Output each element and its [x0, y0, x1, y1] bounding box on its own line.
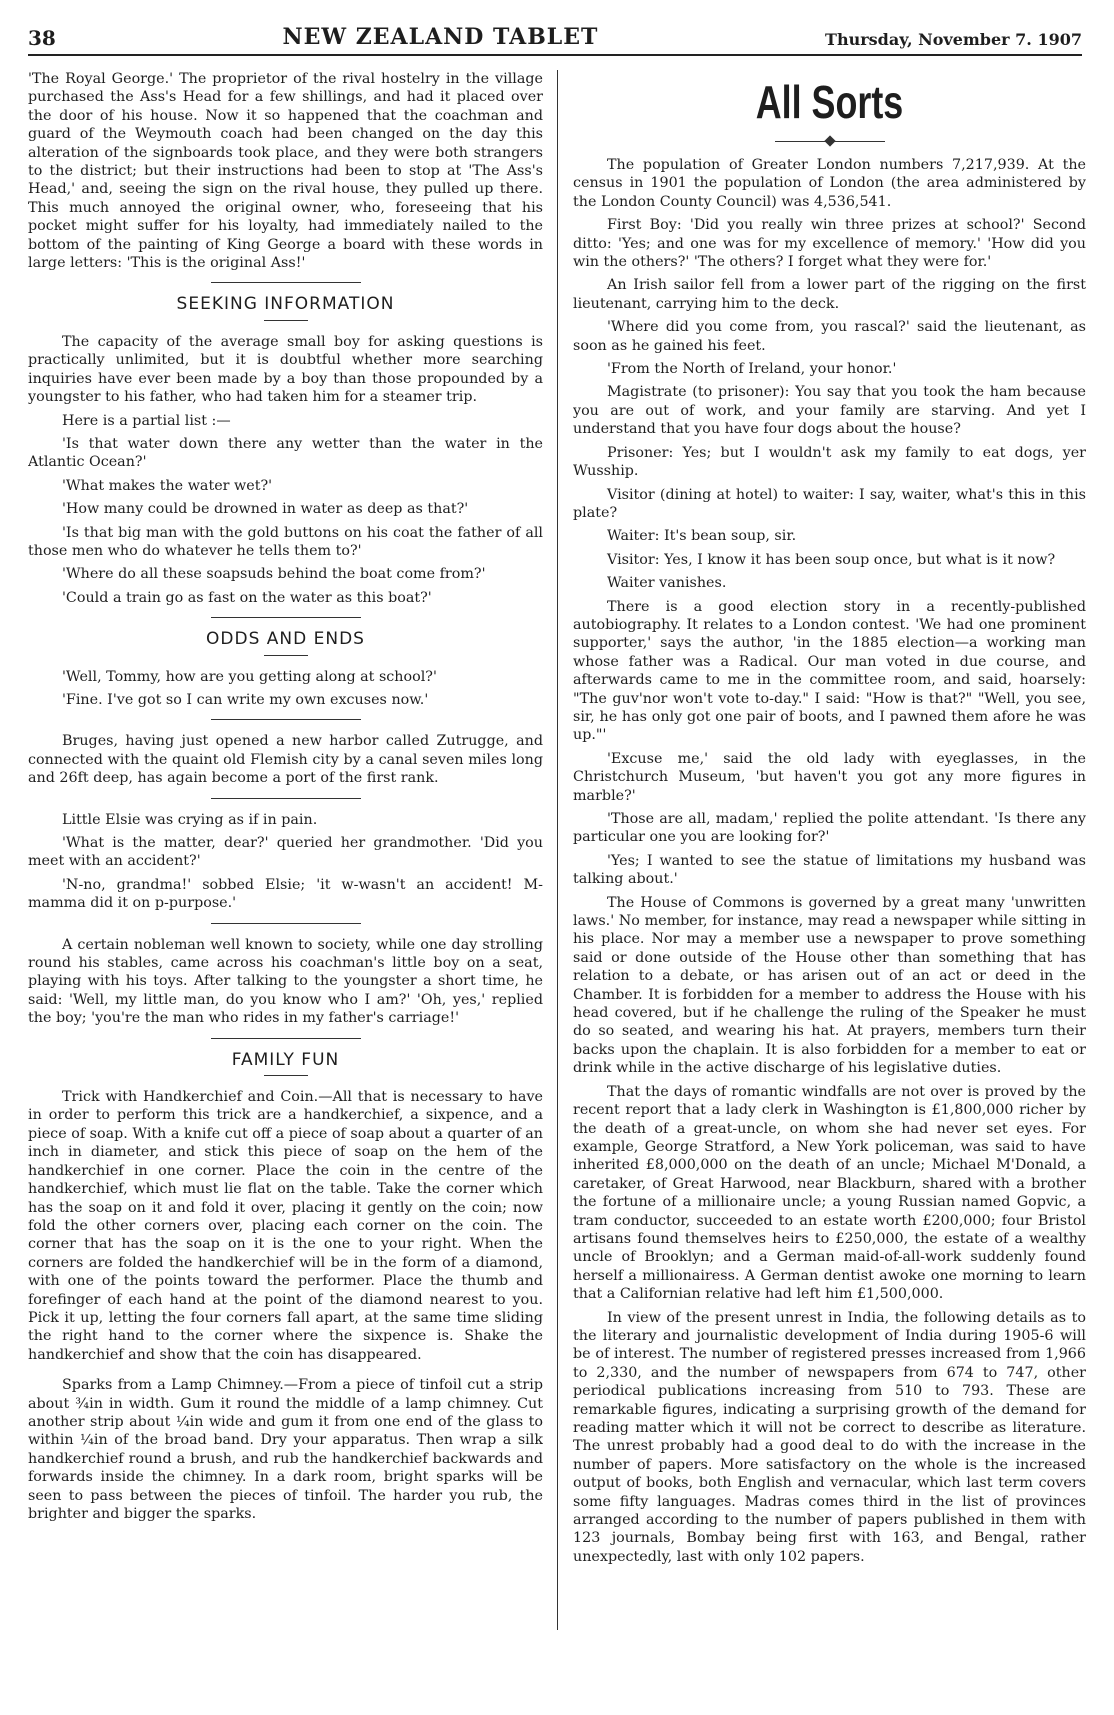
heading-rule: [264, 320, 308, 321]
article-paragraph: Here is a partial list :—: [62, 412, 231, 429]
article-paragraph: 'From the North of Ireland, your honor.': [607, 361, 897, 378]
question-item: 'What makes the water wet?': [62, 477, 273, 494]
masthead: [28, 20, 1082, 56]
item-separator: [211, 719, 361, 720]
item-separator: [211, 923, 361, 924]
article-paragraph: In view of the present unrest in India, the following details as to the literary and journalistic development of India during 1905-6 will be of interest. The number of registered presses increased from 1,966 to 2,330, and the number of newspapers from 674 to 747, other periodical publications increasing from 510 to 793. These are remarkable figures, indicating a surprising growth of the demand for reading matter which it will not be correct to describe as literature. The unrest probably had a good deal to do with the increase in the number of papers. More satisfactory on the whole is the increased output of books, both English and vernacular, which last term covers some fifty languages. Madras comes third in the list of provinces arranged according to the number of papers published in them with 123 journals, Bombay being first with 163, and Bengal, rather unexpectedly, last with only 102 papers.: [573, 1309, 1086, 1565]
all-sorts-heading: All Sorts: [755, 76, 904, 128]
article-paragraph: Waiter vanishes.: [607, 575, 727, 592]
elsie-paragraph: 'What is the matter, dear?' queried her grandmother. 'Did you meet with an accident?': [28, 835, 543, 870]
issue-date: Thursday, November 7. 1907: [825, 30, 1082, 49]
question-item: 'Where do all these soapsuds behind the boat come from?': [62, 566, 486, 583]
dialogue-line: 'Fine. I've got so I can write my own excuses now.': [62, 691, 429, 708]
section-heading-seeking-information: SEEKING INFORMATION: [176, 294, 395, 315]
article-paragraph: Magistrate (to prisoner): You say that you took the ham because you are out of work, and your family are starving. And yet I understand that you have four dogs about the house?: [573, 384, 1086, 438]
section-separator: [211, 617, 361, 618]
article-paragraph: The capacity of the average small boy for asking questions is practically unlimited, but it is doubtful whether more searching inquiries have ever been made by a boy than those propounded by a youngster to his father, who had taken him for a steamer trip.: [28, 333, 543, 406]
heading-rule: [264, 655, 308, 656]
article-paragraph: 'Yes; I wanted to see the statue of limitations my husband was talking about.': [573, 852, 1086, 888]
section-heading-family-fun: FAMILY FUN: [231, 1049, 340, 1070]
section-separator: [211, 282, 361, 283]
royal-george-paragraph: 'The Royal George.' The proprietor of the rival hostelry in the village purchased the Ass's Head for a few shillings, and had it placed over the door of his house. Now it so happened that the coachman and guard of the Weymouth coach had been changed on the day this alteration of the signboards took place, and they were both strangers to the district; but their instructions had been to stop at 'The Ass's Head,' and, seeing the sign on the rival house, they pulled up there. This much annoyed the original owner, who, foreseeing that his pocket might suffer for his loyalty, had immediately nailed to the bottom of the painting of King George a board with these words in large letters: 'This is the original Ass!': [28, 71, 543, 272]
diamond-rule-ornament: [775, 134, 885, 148]
article-paragraph: That the days of romantic windfalls are not over is proved by the recent report that a lady clerk in Washington is £1,800,000 richer by the death of a great-uncle, on whom she had never set eyes. For example, George Stratford, a New York policeman, was said to have inherited £8,000,000 on the death of an uncle; Michael M'Donald, a caretaker, of Great Harwood, near Blackburn, shared with a brother the fortune of a millionaire uncle; a young Russian named Gopvic, a tram conductor, succeeded to an estate worth £200,000; four Bristol artisans found themselves heirs to £250,000, the estate of a wealthy uncle of Brooklyn; and a German maid-of-all-work suddenly found herself a millionairess. A German dentist awoke one morning to learn that a Californian relative had left him £1,500,000.: [573, 1083, 1086, 1303]
bruges-paragraph: Bruges, having just opened a new harbor called Zutrugge, and connected with the quaint old Flemish city by a canal seven miles long and 26ft deep, has again become a port of the first rank.: [28, 733, 543, 787]
question-item: 'Is that water down there any wetter than the water in the Atlantic Ocean?': [28, 435, 543, 471]
article-paragraph: The House of Commons is governed by a great many 'unwritten laws.' No member, for instance, may read a newspaper while sitting in his place. Nor may a member use a newspaper to prove something said or done outside of the House other than something that has relation to a debate, or has arisen out of an act or deed in the Chamber. It is forbidden for a member to address the House with his head covered, but if he challenge the ruling of the Speaker he must do so seated, and wearing his hat. At prayers, members turn their backs upon the chaplain. It is also forbidden for a member to eat or drink while in the active discharge of his legislative duties.: [573, 894, 1086, 1077]
article-paragraph: Visitor: Yes, I know it has been soup once, but what is it now?: [607, 551, 1056, 568]
elsie-paragraph: Little Elsie was crying as if in pain.: [62, 811, 318, 828]
article-paragraph: 'Those are all, madam,' replied the polite attendant. 'Is there any particular one you are looking for?': [573, 811, 1086, 846]
section-separator: [211, 1038, 361, 1039]
nobleman-paragraph: A certain nobleman well known to society, while one day strolling round his stables, came across his coachman's little boy on a seat, playing with his toys. After talking to the youngster a short time, he said: 'Well, my little man, do you know who I am?' 'Oh, yes,' replied the boy; 'you're the man who rides in my father's carriage!': [28, 936, 543, 1027]
article-paragraph: The population of Greater London numbers 7,217,939. At the census in 1901 the population of London (the area administered by the London County Council) was 4,536,541.: [573, 157, 1086, 210]
article-paragraph: Prisoner: Yes; but I wouldn't ask my family to eat dogs, yer Wusship.: [573, 444, 1086, 480]
column-divider: [557, 70, 558, 1630]
diamond-icon: [824, 135, 835, 146]
article-paragraph: 'Excuse me,' said the old lady with eyeglasses, in the Christchurch Museum, 'but haven't you got any more figures in marble?': [573, 750, 1086, 804]
article-paragraph: Waiter: It's bean soup, sir.: [607, 528, 797, 545]
page-number: 38: [28, 26, 56, 50]
elsie-paragraph: 'N-no, grandma!' sobbed Elsie; 'it w-wasn't an accident! M-mamma did it on p-purpose.': [28, 876, 543, 912]
handkerchief-trick-paragraph: Trick with Handkerchief and Coin.—All that is necessary to have in order to perform this trick are a handkerchief, a sixpence, and a piece of soap. With a knife cut off a piece of soap about a quarter of an inch in diameter, and stick this piece of soap on the hem of the handkerchief in one corner. Place the coin in the centre of the handkerchief, which must lie flat on the table. Take the corner which has the soap on it and fold it over, placing it gently on the coin; now fold the other corners over, placing each corner on the coin. The corner that has the soap on it is the one to your right. When the corners are folded the handkerchief will be in the form of a diamond, with one of the points toward the performer. Place the thumb and forefinger of each hand at the point of the diamond nearest to you. Pick it up, letting the four corners fall apart, at the same time sliding the right hand to the corner where the sixpence is. Shake the handkerchief and show that the coin has disappeared.: [28, 1089, 543, 1363]
article-paragraph: First Boy: 'Did you really win three prizes at school?' Second ditto: 'Yes; and one was for my excellence of memory.' 'How did you win the others?' 'The others? I forget what they were for.': [573, 217, 1086, 271]
dialogue-line: 'Well, Tommy, how are you getting along at school?': [62, 668, 437, 685]
lamp-chimney-paragraph: Sparks from a Lamp Chimney.—From a piece of tinfoil cut a strip about ¾in in width. Gum it round the middle of a lamp chimney. Cut another strip about ¼in wide and gum it from one end of the glass to within ¼in of the broad band. Dry your apparatus. Then wrap a silk handkerchief round a brush, and rub the handkerchief backwards and forwards inside the chimney. In a dark room, bright sparks will be seen to pass between the pieces of tinfoil. The harder you rub, the brighter and bigger the sparks.: [28, 1377, 543, 1522]
heading-rule: [264, 1075, 308, 1076]
question-item: 'Is that big man with the gold buttons on his coat the father of all those men who do whatever he tells them to?': [28, 524, 543, 559]
section-heading-odds-and-ends: ODDS AND ENDS: [206, 629, 365, 650]
right-column: [573, 70, 1086, 1710]
publication-title: NEW ZEALAND TABLET: [282, 24, 599, 50]
left-column: [28, 70, 543, 1710]
article-paragraph: There is a good election story in a recently-published autobiography. It relates to a London contest. 'We had one prominent supporter,' says the author, 'in the 1885 election—a working man whose father was a Radical. Our man voted in due course, and afterwards came to me in the committee room, and said, hoarsely: "The guv'nor won't vote to-day." I said: "How is that?" "Well, you see, sir, he has only got one pair of boots, and I pawned them afore he was up."': [573, 598, 1086, 744]
article-paragraph: 'Where did you come from, you rascal?' said the lieutenant, as soon as he gained his feet.: [573, 319, 1086, 354]
question-item: 'How many could be drowned in water as deep as that?': [62, 501, 469, 518]
article-paragraph: Visitor (dining at hotel) to waiter: I say, waiter, what's this in this plate?: [573, 486, 1086, 521]
question-item: 'Could a train go as fast on the water as this boat?': [62, 589, 432, 606]
item-separator: [211, 798, 361, 799]
article-paragraph: An Irish sailor fell from a lower part of the rigging on the first lieutenant, carrying him to the deck.: [573, 277, 1086, 312]
